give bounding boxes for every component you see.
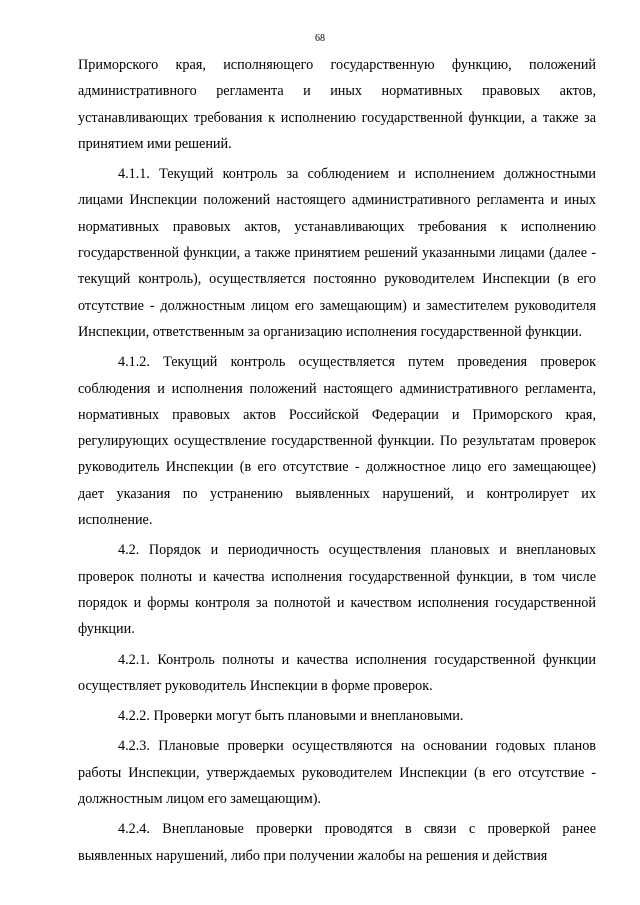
paragraph-4-2-1: 4.2.1. Контроль полноты и качества исполнения государственной функции осуществляет руководитель Инспекции в форме проверок. (78, 651, 596, 694)
page-number: 68 (315, 33, 325, 44)
document-body (78, 52, 596, 873)
paragraph-4-2-3: 4.2.3. Плановые проверки осуществляются на основании годовых планов работы Инспекции, утверждаемых руководителем Инспекции (в его отсутствие - должностным лицом его замещающим). (78, 738, 596, 808)
paragraph-4-1-1: 4.1.1. Текущий контроль за соблюдением и исполнением должностными лицами Инспекции положений настоящего административного регламента и иных нормативных правовых актов, устанавливающих требования к исполнению государственной функции, а также принятием решений указанными лицами (далее - текущий контроль), осуществляется постоянно руководителем Инспекции (в его отсутствие - должностным лицом его замещающим) и заместителем руководителя Инспекции, ответственным за организацию исполнения государственной функции. (78, 166, 596, 340)
paragraph-4-2: 4.2. Порядок и периодичность осуществления плановых и внеплановых проверок полноты и качества исполнения государственной функции, в том числе порядок и формы контроля за полнотой и качеством исполнения государственной функции. (78, 542, 596, 638)
paragraph-4-1-2: 4.1.2. Текущий контроль осуществляется путем проведения проверок соблюдения и исполнения положений настоящего административного регламента, нормативных правовых актов Российской Федерации и Приморского края, регулирующих осуществление государственной функции. По результатам проверок руководитель Инспекции (в его отсутствие - должностное лицо его замещающее) дает указания по устранению выявленных нарушений, и контролирует их исполнение. (78, 354, 596, 529)
paragraph-continuation: Приморского края, исполняющего государственную функцию, положений административного регламента и иных нормативных правовых актов, устанавливающих требования к исполнению государственной функции, а также за принятием ими решений. (78, 57, 596, 152)
paragraph-4-2-4: 4.2.4. Внеплановые проверки проводятся в связи с проверкой ранее выявленных нарушений, либо при получении жалобы на решения и действия (78, 821, 596, 864)
paragraph-4-2-2: 4.2.2. Проверки могут быть плановыми и внеплановыми. (118, 708, 464, 725)
